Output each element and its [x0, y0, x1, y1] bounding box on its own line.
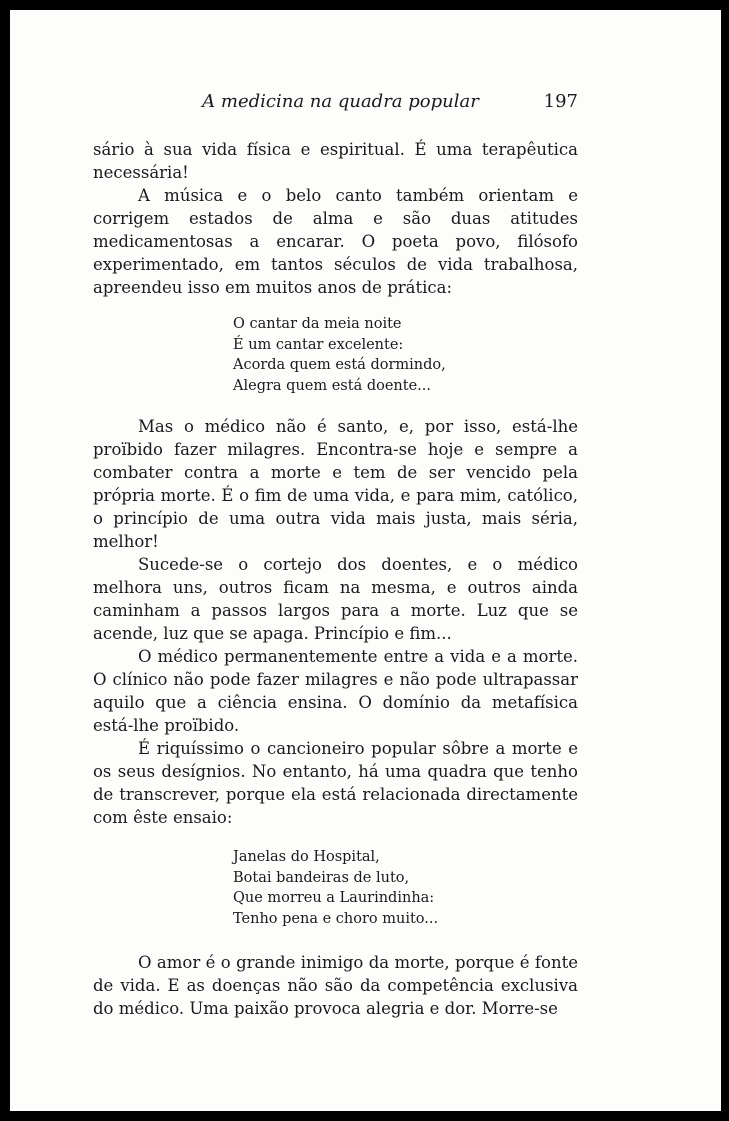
paragraph: É riquíssimo o cancioneiro popular sôbre a morte e os seus desígnios. No entanto, há uma quadra que tenho de transcrever, porque ela está relacionada directamente com êste ensaio:: [93, 739, 578, 827]
verse-line: Que morreu a Laurindinha:: [233, 890, 435, 906]
quatrain: [93, 847, 578, 929]
page-number: 197: [543, 91, 578, 112]
paragraph: Mas o médico não é santo, e, por isso, está-lhe proïbido fazer milagres. Encontra-se hoje e sempre a combater contra a morte e tem de ser vencido pela própria morte. É o fim de uma vida, e para mim, católico, o princípio de uma outra vida mais justa, mais séria, melhor!: [93, 417, 578, 551]
verse-line: É um cantar excelente:: [233, 336, 404, 353]
paragraph: O amor é o grande inimigo da morte, porque é fonte de vida. E as doenças não são da competência exclusiva do médico. Uma paixão provoca alegria e dor. Morre-se: [93, 953, 578, 1018]
quatrain: [93, 314, 578, 396]
verse-line: Janelas do Hospital,: [233, 849, 380, 865]
verse-line: O cantar da meia noite: [233, 316, 402, 332]
paragraph: O médico permanentemente entre a vida e a morte. O clínico não pode fazer milagres e não pode ultrapassar aquilo que a ciência ensina. O domínio da metafísica está-lhe proïbido.: [93, 647, 578, 735]
book-page: [10, 10, 721, 1111]
verse-line: Alegra quem está doente...: [233, 377, 431, 394]
page-header: [93, 88, 578, 116]
paragraph: A música e o belo canto também orientam e corrigem estados de alma e são duas atitudes medicamentosas a encarar. O poeta povo, filósofo experimentado, em tantos séculos de vida trabalhosa, apreendeu isso em muitos anos de prática:: [93, 186, 578, 297]
paragraph: sário à sua vida física e espiritual. É uma terapêutica necessária!: [93, 140, 578, 182]
body-text: [93, 138, 578, 1020]
verse-line: Acorda quem está dormindo,: [233, 357, 446, 373]
running-title: A medicina na quadra popular: [202, 91, 479, 112]
paragraph: Sucede-se o cortejo dos doentes, e o médico melhora uns, outros ficam na mesma, e outros ainda caminham a passos largos para a morte. Luz que se acende, luz que se apaga. Princípio e fim...: [93, 555, 578, 643]
verse-line: Botai bandeiras de luto,: [233, 869, 410, 886]
verse-line: Tenho pena e choro muito...: [233, 910, 439, 927]
